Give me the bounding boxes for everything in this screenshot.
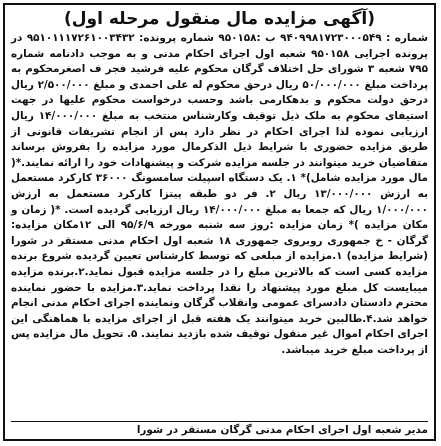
notice-title: (آگهی مزایده مال منقول مرحله اول): [64, 9, 375, 29]
notice-body: شماره : ۹۴۰۹۹۸۱۷۲۳۰۰۰۵۴۹ ب :۹۵۰۱۵۸ شماره پرونده: ۹۵۱۰۱۱۱۷۲۶۱۰۰۳۴۳۲ در پرونده اجرایی ۹۵۰۱۵۸ شعبه اول اجرای احکام مدنی و به موجب دادنامه شماره ۷۹۵ شعبه ۳ شورای حل اختلاف گرگان محکوم علیه فرشید فجر ف اصغرمحکوم به پرداخت مبلغ ۵۰/۰۰۰/۰۰۰ ریال درحق محکوم له علی احمدی و مبلغ ۲/۵۰۰/۰۰۰ ریال درحق دولت محکوم و بدهکارمی باشد وحسب درخواست محکوم علیها در جهت استیفای محکوم به ملک ذیل توقیف وکارشناس منتخب به مبلغ ۱۴/۰۰۰/۰۰۰ ریال ارزیابی نموده لذا اجرای احکام در نظر دارد پس از انجام تشریفات قانونی از طریق مزایده حضوری با شرایط ذیل الذکرمال مورد مزایده را بفروش برساند متقاضیان خرید میتوانند در جلسه مزایده شرکت و پیشنهادات خود را ارائه نمایند.*( مال مورد مزایده شامل)* ۱. یک دستگاه اسپیلت سامسونگ ۳۶۰۰۰ کارکرد مستعمل به ارزش ۱۳/۰۰۰/۰۰۰ ریال ۲. فر دو طبقه پیتزا کارکرد مستعمل به ارزش ۱/۰۰۰/۰۰۰ ریال که جمعا به مبلغ ۱۴/۰۰۰/۰۰۰ ریال ارزیابی گردیده است. *( زمان و مکان مزایده )* زمان مزایده :روز سه شنبه مورخه ۹۵/۶/۹ الی ۱۲مکان مزایده: گرگان - خ جمهوری روبروی جمهوری ۱۸ شعبه اول احکام مدنی مستقر در شورا (شرایط مزایده) ۱.مزایده از مبلغی که توسط کارشناس تعیین گردیده شروع برنده مزایده کسی است که بالاترین مبلغ را در جلسه مزایده قبول نماید.۲.برنده مزایده میبایست کل مبلغ مورد پیشنهاد را نقدا پرداخت نماید.۳.مزایده با حضور نماینده محترم دادستان دادسرای عمومی وانقلاب گرگان ونماینده اجرای احکام مدنی انجام خواهد شد.۴.طالبین خرید میتوانند یک هفته قبل از اجرای مزایده با هماهنگی این اجرای احکام اموال غیر منقول توقیف شده بازدید نمایند. ۵. تحویل مال مزایده پس از پرداخت مبلغ خرید میباشد.: [11, 32, 429, 356]
notice-signature: مدیر شعبه اول اجرای احکام مدنی گرگان مستقر در شورا: [11, 421, 428, 437]
auction-notice: [3, 3, 436, 441]
